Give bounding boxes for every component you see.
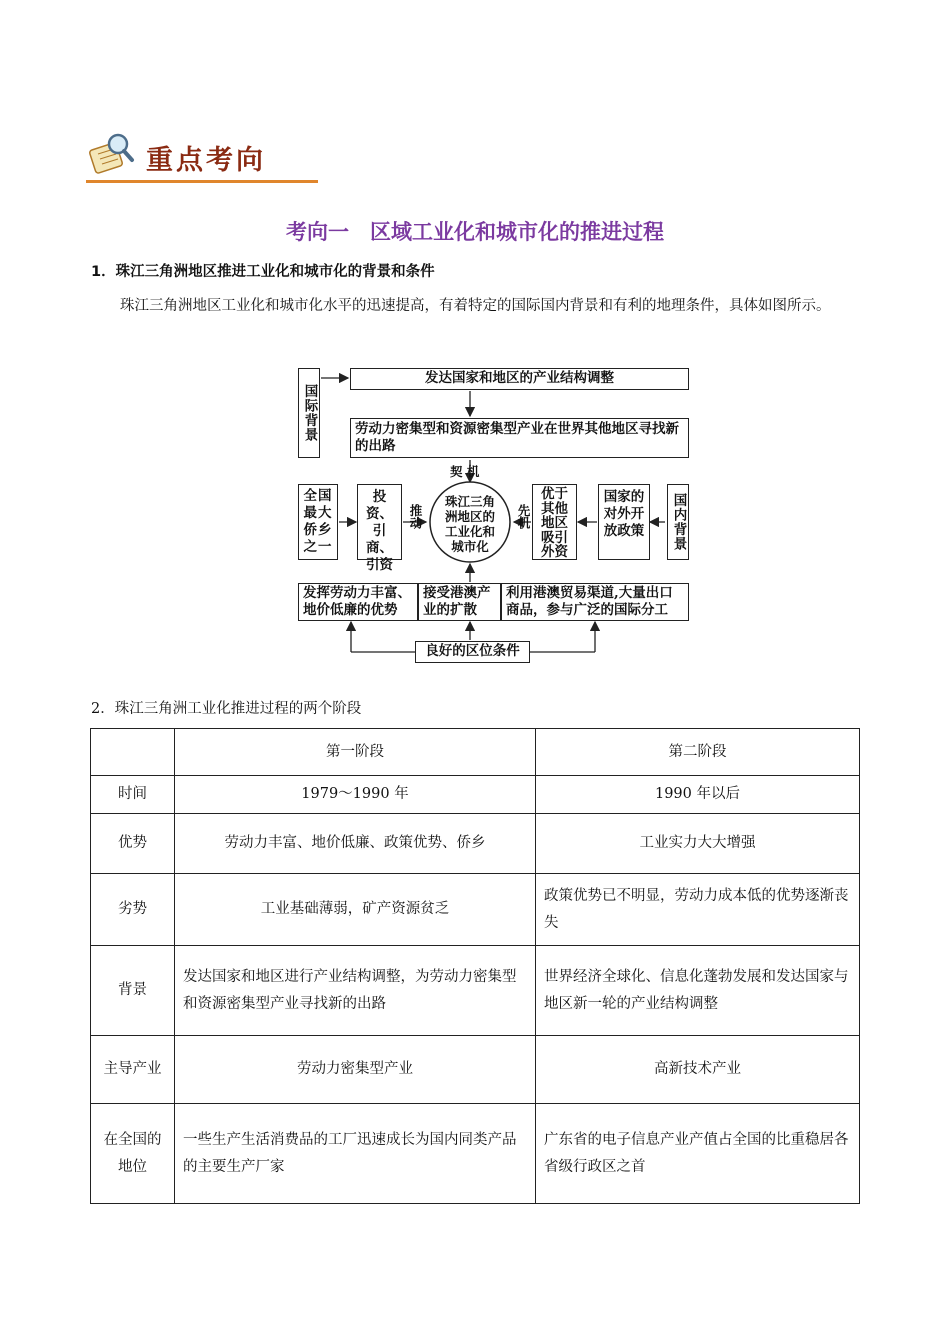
row-label: 劣势 [91,874,175,946]
node-labor-advantage: 发挥劳动力丰富、地价低廉的优势 [298,583,418,621]
node-opening-policy: 国家的对外开放政策 [598,484,650,560]
subsection-title-1: 1．珠江三角洲地区推进工业化和城市化的背景和条件 [91,264,435,280]
label-first-chance: 先机 [516,504,531,529]
node-attract-foreign-capital: 优于其他地区吸引外资 [532,484,577,560]
section-title: 考向一 区域工业化和城市化的推进过程 [286,220,664,244]
background-conditions-diagram [295,364,695,664]
node-trade-channel: 利用港澳贸易渠道,大量出口商品，参与广泛的国际分工 [501,583,689,621]
table-header-row [91,729,860,776]
node-industry-exit: 劳动力密集型和资源密集型产业在世界其他地区寻找新的出路 [350,418,689,458]
node-location-conditions: 良好的区位条件 [415,641,530,663]
stage2-cell: 广东省的电子信息产业产值占全国的比重稳居各省级行政区之首 [536,1104,860,1204]
label-push: 推动 [408,504,423,529]
node-investment: 投资、引商、引资 [357,484,402,560]
node-domestic-background: 国内背景 [667,484,689,560]
subsection-title-2: 2．珠江三角洲工业化推进过程的两个阶段 [91,701,362,717]
table-header-cell: 第二阶段 [536,729,860,776]
stage2-cell: 政策优势已不明显，劳动力成本低的优势逐渐丧失 [536,874,860,946]
node-hometown: 全国最大侨乡之一 [298,484,338,560]
table-header-cell [91,729,175,776]
stage2-cell: 高新技术产业 [536,1036,860,1104]
magnifier-notebook-icon [88,132,138,178]
label-opportunity: 契 机 [450,464,480,479]
row-label: 主导产业 [91,1036,175,1104]
table-row [91,776,860,814]
stage1-cell: 劳动力丰富、地价低廉、政策优势、侨乡 [175,814,536,874]
stage1-cell: 工业基础薄弱，矿产资源贫乏 [175,874,536,946]
section-badge [86,126,318,186]
stage2-cell: 工业实力大大增强 [536,814,860,874]
table-row [91,946,860,1036]
table-row [91,1104,860,1204]
row-label: 时间 [91,776,175,814]
badge-title: 重点考向 [146,145,266,176]
badge-underline [86,180,318,183]
row-label: 背景 [91,946,175,1036]
stages-table [90,728,860,1204]
node-center-pearl-river: 珠江三角洲地区的工业化和城市化 [444,494,495,554]
row-label: 优势 [91,814,175,874]
stage1-cell: 发达国家和地区进行产业结构调整，为劳动力密集型和资源密集型产业寻找新的出路 [175,946,536,1036]
node-intl-background: 国际背景 [298,368,320,458]
table-row [91,874,860,946]
node-hk-macau-spread: 接受港澳产业的扩散 [418,583,501,621]
row-label: 在全国的地位 [91,1104,175,1204]
table-row [91,1036,860,1104]
stage1-cell: 1979～1990 年 [175,776,536,814]
table-row [91,814,860,874]
intro-paragraph: 珠江三角洲地区工业化和城市化水平的迅速提高，有着特定的国际国内背景和有利的地理条件，具体如图所示。 [120,298,831,314]
stage2-cell: 1990 年以后 [536,776,860,814]
stage2-cell: 世界经济全球化、信息化蓬勃发展和发达国家与地区新一轮的产业结构调整 [536,946,860,1036]
stage1-cell: 一些生产生活消费品的工厂迅速成长为国内同类产品的主要生产厂家 [175,1104,536,1204]
stage1-cell: 劳动力密集型产业 [175,1036,536,1104]
node-industry-adjustment: 发达国家和地区的产业结构调整 [350,368,689,390]
table-header-cell: 第一阶段 [175,729,536,776]
